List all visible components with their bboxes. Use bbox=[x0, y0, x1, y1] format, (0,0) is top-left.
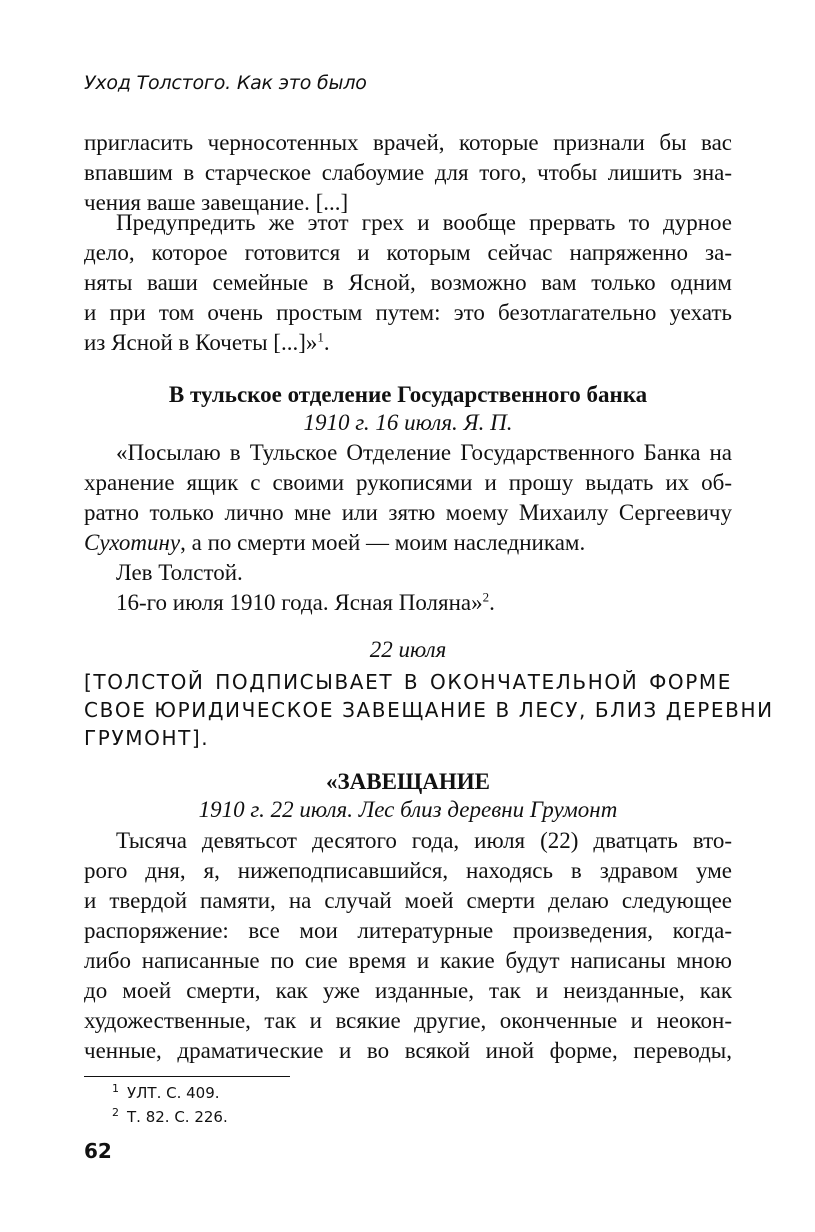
text-line: няты ваши семейные в Ясной, возможно вам только одним bbox=[84, 270, 732, 295]
section-title: «ЗАВЕЩАНИЕ bbox=[326, 769, 490, 794]
caps-line: СВОЕ ЮРИДИЧЕСКОЕ ЗАВЕЩАНИЕ В ЛЕСУ, БЛИЗ ДЕРЕВНИ bbox=[84, 698, 774, 722]
caps-note bbox=[84, 668, 774, 752]
text-line: либо написанные по сие время и какие будут написаны мною bbox=[84, 948, 732, 973]
section-date: 1910 г. 16 июля. Я. П. bbox=[303, 410, 513, 435]
section-title: В тульское отделение Государственного банка bbox=[168, 382, 648, 407]
section-bank-letter bbox=[84, 381, 732, 437]
paragraph-continuation bbox=[84, 128, 732, 218]
text-line: Тысяча девятьсот десятого года, июля (22) дватцать вто- bbox=[116, 828, 732, 853]
text-line: и твердой памяти, на случай моей смерти делаю следующее bbox=[84, 888, 732, 913]
text-line bbox=[84, 528, 732, 558]
footnote-text: Т. 82. С. 226. bbox=[127, 1108, 228, 1126]
text-line: ченные, драматические и во всякой иной форме, переводы, bbox=[84, 1038, 732, 1063]
footnote-number: 2 bbox=[112, 1106, 119, 1119]
testament-text bbox=[84, 826, 732, 1066]
italic-name: Сухотину bbox=[84, 530, 181, 555]
text-fragment: 16-го июля 1910 года. Ясная Поляна» bbox=[116, 590, 483, 615]
footnote-ref[interactable]: 2 bbox=[482, 589, 490, 605]
page-number: 62 bbox=[84, 1139, 112, 1163]
section-date: 22 июля bbox=[369, 637, 447, 662]
footnote-divider bbox=[84, 1076, 290, 1077]
running-head: Уход Толстого. Как это было bbox=[84, 72, 367, 94]
footnote-number: 1 bbox=[112, 1082, 119, 1095]
text-line: пригласить черносотенных врачей, которые признали бы вас bbox=[84, 130, 732, 155]
caps-line: [ТОЛСТОЙ ПОДПИСЫВАЕТ В ОКОНЧАТЕЛЬНОЙ ФОРМЕ bbox=[84, 670, 732, 694]
text-line: хранение ящик с своими рукописями и прошу выдать их об- bbox=[84, 470, 732, 495]
text-line: дело, которое готовится и которым сейчас напряженно за- bbox=[84, 240, 732, 265]
footnote-1 bbox=[112, 1082, 220, 1102]
place-date: 16-го июля 1910 года. Ясная Поляна»$^2$. bbox=[116, 589, 495, 615]
text-line: до моей смерти, как уже изданные, так и неизданные, как bbox=[84, 978, 732, 1003]
signature: Лев Толстой. bbox=[116, 560, 243, 585]
footnote-ref[interactable]: 1 bbox=[317, 329, 324, 345]
text-line: «Посылаю в Тульское Отделение Государственного Банка на bbox=[116, 440, 732, 465]
text-line: чения ваше завещание. [...] bbox=[84, 190, 349, 215]
text-line: ратно только лично мне или зятю моему Михаилу Сергеевичу bbox=[84, 500, 732, 525]
text-fragment: из Ясной в Кочеты [...]» bbox=[84, 330, 318, 355]
section-date: 1910 г. 22 июля. Лес близ деревни Грумонт bbox=[198, 797, 618, 822]
paragraph bbox=[84, 208, 732, 358]
text-line: рого дня, я, нижеподписавшийся, находясь в здравом уме bbox=[84, 858, 732, 883]
text-line: распоряжение: все мои литературные произведения, когда- bbox=[84, 918, 732, 943]
text-line: впавшим в старческое слабоумие для того, чтобы лишить зна- bbox=[84, 160, 732, 185]
text-line: Предупредить же этот грех и вообще прервать то дурное bbox=[116, 210, 732, 235]
text-fragment: , а по смерти моей — моим наследникам. bbox=[180, 530, 586, 555]
caps-line: ГРУМОНТ]. bbox=[84, 726, 210, 750]
section-testament bbox=[84, 768, 732, 824]
text-line: из Ясной в Кочеты [...]»$^1$. bbox=[84, 329, 330, 355]
text-line: художественные, так и всякие другие, оконченные и неокон- bbox=[84, 1008, 732, 1033]
footnote-2 bbox=[112, 1106, 228, 1126]
bank-letter-text bbox=[84, 438, 732, 618]
section-july22 bbox=[84, 636, 732, 664]
text-line: и при том очень простым путем: это безотлагательно уехать bbox=[84, 300, 732, 325]
footnote-text: УЛТ. С. 409. bbox=[127, 1084, 220, 1102]
